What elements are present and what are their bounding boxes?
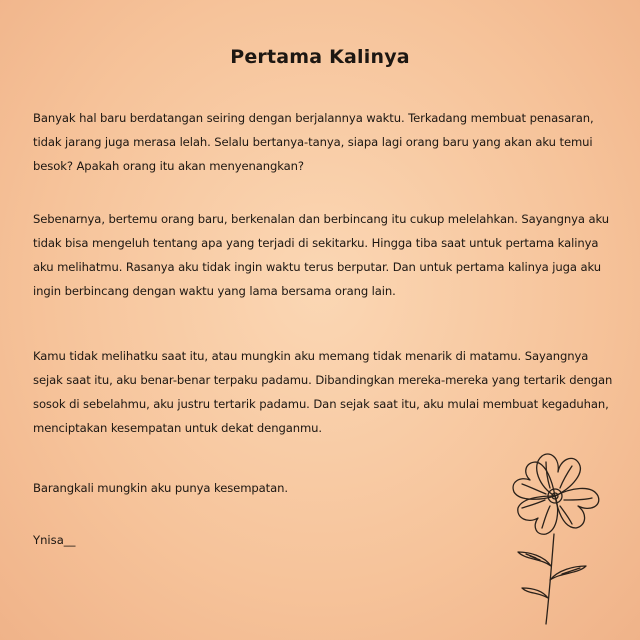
flower-icon [500, 448, 610, 628]
page-title: Pertama Kalinya [230, 46, 410, 68]
paragraph-2: Sebenarnya, bertemu orang baru, berkenalan dan berbincang itu cukup melelahkan. Sayangnya aku tidak bisa mengeluh tentang apa yang terjadi di sekitarku. Hingga tiba saat untuk pertama kalinya aku melihatmu. Rasanya aku tidak ingin waktu terus berputar. Dan untuk pertama kalinya juga aku ingin berbincang dengan waktu yang lama bersama orang lain. [33, 212, 610, 298]
paragraph-4: Barangkali mungkin aku punya kesempatan. [33, 481, 288, 495]
signature: Ynisa__ [33, 533, 76, 547]
paragraph-1: Banyak hal baru berdatangan seiring dengan berjalannya waktu. Terkadang membuat penasaran, tidak jarang juga merasa lelah. Selalu bertanya-tanya, siapa lagi orang baru yang akan aku temui besok? Apakah orang itu akan menyenangkan? [33, 111, 594, 173]
paragraph-3: Kamu tidak melihatku saat itu, atau mungkin aku memang tidak menarik di matamu. Sayangnya sejak saat itu, aku benar-benar terpaku padamu. Dibandingkan mereka-mereka yang tertarik dengan sosok di sebelahmu, aku justru tertarik padamu. Dan sejak saat itu, aku mulai membuat kegaduhan, menciptakan kesempatan untuk dekat denganmu. [33, 349, 613, 435]
